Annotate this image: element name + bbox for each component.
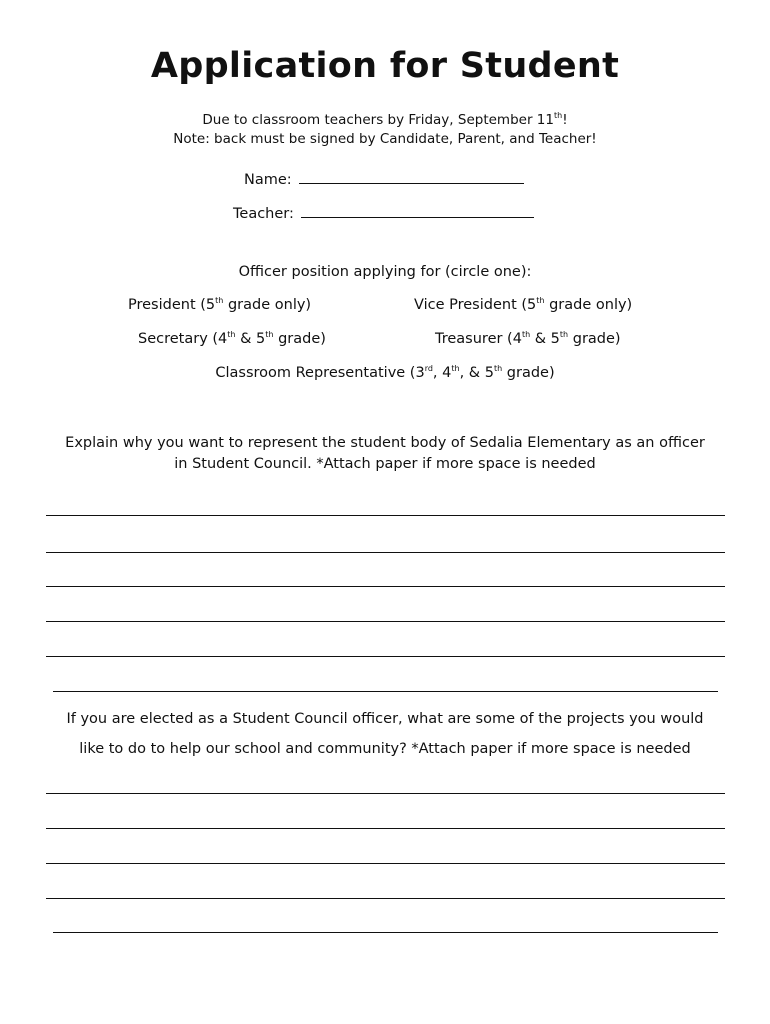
answer-line[interactable] <box>46 621 725 622</box>
answer-line[interactable] <box>46 515 725 516</box>
due-date-notice: Due to classroom teachers by Friday, September 11th! <box>202 111 568 128</box>
name-label: Name: <box>244 172 292 188</box>
answer-line[interactable] <box>46 656 725 657</box>
teacher-field[interactable] <box>233 203 534 222</box>
signature-note: Note: back must be signed by Candidate, Parent, and Teacher! <box>173 131 597 147</box>
position-vice-president[interactable]: Vice President (5th grade only) <box>414 296 633 313</box>
answer-line[interactable] <box>53 932 718 933</box>
position-classroom-representative[interactable]: Classroom Representative (3rd, 4th, & 5th grade) <box>215 364 555 381</box>
position-treasurer[interactable]: Treasurer (4th & 5th grade) <box>435 330 621 347</box>
positions-heading: Officer position applying for (circle one): <box>238 264 532 280</box>
question-2-line-1: If you are elected as a Student Council officer, what are some of the projects you would <box>66 711 704 727</box>
position-president[interactable]: President (5th grade only) <box>128 296 312 313</box>
answer-line[interactable] <box>53 691 718 692</box>
answer-line[interactable] <box>46 586 725 587</box>
answer-line[interactable] <box>46 898 725 899</box>
page-title: Application for Student <box>150 46 620 86</box>
name-field[interactable] <box>244 169 524 188</box>
answer-line[interactable] <box>46 863 725 864</box>
answer-line[interactable] <box>46 793 725 794</box>
question-2-line-2: like to do to help our school and community? *Attach paper if more space is needed <box>79 741 691 757</box>
teacher-blank[interactable] <box>301 203 534 218</box>
question-1-line-2: in Student Council. *Attach paper if more space is needed <box>174 456 596 472</box>
answer-line[interactable] <box>46 828 725 829</box>
name-blank[interactable] <box>299 169 524 184</box>
position-secretary[interactable]: Secretary (4th & 5th grade) <box>138 330 326 347</box>
question-1-line-1: Explain why you want to represent the student body of Sedalia Elementary as an officer <box>65 435 705 451</box>
teacher-label: Teacher: <box>233 206 294 222</box>
answer-line[interactable] <box>46 552 725 553</box>
